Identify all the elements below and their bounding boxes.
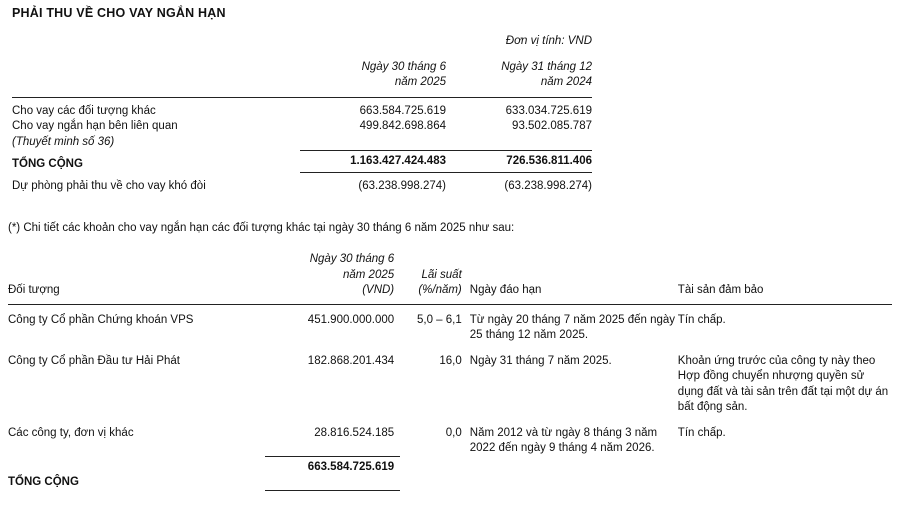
detail-maturity-1: Ngày 31 tháng 7 năm 2025. [469, 354, 612, 367]
detail-total-label: TỔNG CỘNG [8, 475, 79, 488]
detail-total-collateral-blank [678, 457, 892, 491]
detail-header-subject: Đối tượng [8, 284, 60, 297]
detail-total-maturity-blank [470, 457, 678, 491]
column-header-2025-line2: năm 2025 [394, 76, 446, 89]
detail-subject-1: Công ty Cổ phần Đầu tư Hải Phát [8, 354, 180, 367]
detail-total-rate-blank [400, 457, 470, 491]
detail-total-row [8, 457, 892, 491]
detail-subject-2: Các công ty, đơn vị khác [8, 426, 134, 439]
column-header-2024-line2: năm 2024 [540, 76, 592, 89]
detail-total-amount: 663.584.725.619 [265, 457, 400, 491]
provision-value-2025: (63.238.998.274) [358, 180, 446, 193]
provision-row [12, 173, 592, 195]
detail-header-collateral: Tài sản đảm bảo [677, 284, 764, 297]
detail-collateral-1: Khoản ứng trước của công ty này theo Hợp đồng chuyển nhượng quyền sử dụng đất và tài sản trên đất tại một dự án bất động sản. [677, 354, 889, 414]
detail-collateral-0: Tín chấp. [677, 313, 726, 326]
column-header-2025-line1: Ngày 30 tháng 6 [361, 60, 446, 73]
detail-header-rate-line1: Lãi suất [421, 268, 462, 281]
detail-amount-1: 182.868.201.434 [307, 354, 395, 367]
row-label-related-parties: Cho vay ngắn hạn bên liên quan [12, 120, 178, 133]
row-note-underline-a [300, 135, 446, 151]
detail-header-row [8, 252, 892, 303]
provision-value-2024: (63.238.998.274) [504, 180, 592, 193]
detail-amount-0: 451.900.000.000 [307, 313, 395, 326]
detail-header-amount-line2: năm 2025 [342, 268, 395, 281]
detail-amount-2: 28.816.524.185 [314, 426, 395, 439]
total-value-2025: 1.163.427.424.483 [300, 150, 446, 173]
row-note-underline-b [446, 135, 592, 151]
detail-paragraph: (*) Chi tiết các khoản cho vay ngắn hạn các đối tượng khác tại ngày 30 tháng 6 năm 2025 như sau: [8, 222, 515, 234]
detail-collateral-2: Tín chấp. [677, 426, 726, 439]
detail-rate-1: 16,0 [439, 354, 462, 367]
unit-note-row [12, 34, 592, 60]
detail-header-maturity: Ngày đáo hạn [469, 284, 542, 297]
loan-detail-table [8, 252, 892, 491]
table-row [8, 344, 892, 416]
detail-rate-2: 0,0 [445, 426, 462, 439]
unit-note-spacer-2 [300, 34, 446, 60]
row-value-related-parties-2024: 93.502.085.787 [512, 120, 592, 133]
unit-note: Đơn vị tính: VND [505, 35, 592, 47]
row-note-reference: (Thuyết minh số 36) [12, 135, 115, 148]
column-headers-row [12, 60, 592, 98]
detail-maturity-0: Từ ngày 20 tháng 7 năm 2025 đến ngày 25 tháng 12 năm 2025. [469, 313, 676, 342]
row-label-other-borrowers: Cho vay các đối tượng khác [12, 104, 156, 117]
table-row-note [12, 135, 592, 151]
detail-maturity-2: Năm 2012 và từ ngày 8 tháng 3 năm 2022 đến ngày 9 tháng 4 năm 2026. [469, 426, 658, 455]
row-value-other-borrowers-2024: 633.034.725.619 [505, 104, 592, 117]
table-row [12, 102, 592, 120]
unit-note-spacer [12, 34, 300, 60]
detail-subject-0: Công ty Cổ phần Chứng khoán VPS [8, 313, 194, 326]
table-row [8, 304, 892, 344]
detail-header-amount [265, 252, 400, 303]
short-term-loan-receivables-table [12, 34, 592, 195]
provision-label: Dự phòng phải thu về cho vay khó đòi [12, 180, 206, 193]
row-value-other-borrowers-2025: 663.584.725.619 [359, 104, 446, 117]
page-title: PHẢI THU VỀ CHO VAY NGẮN HẠN [12, 6, 226, 20]
table-row [8, 416, 892, 457]
detail-header-amount-line1: Ngày 30 tháng 6 [309, 253, 395, 265]
header-blank [12, 60, 300, 98]
detail-header-rate-line2: (%/năm) [418, 284, 462, 297]
total-value-2024: 726.536.811.406 [446, 150, 592, 173]
detail-rate-0: 5,0 – 6,1 [417, 313, 462, 326]
total-row [12, 150, 592, 173]
detail-header-rate [400, 252, 470, 303]
column-header-2024-line1: Ngày 31 tháng 12 [501, 60, 592, 73]
row-value-related-parties-2025: 499.842.698.864 [359, 120, 446, 133]
column-header-2025 [300, 60, 446, 98]
table-row [12, 119, 592, 135]
total-label: TỔNG CỘNG [12, 158, 83, 171]
column-header-2024 [446, 60, 592, 98]
detail-header-amount-line3: (VND) [362, 284, 395, 297]
